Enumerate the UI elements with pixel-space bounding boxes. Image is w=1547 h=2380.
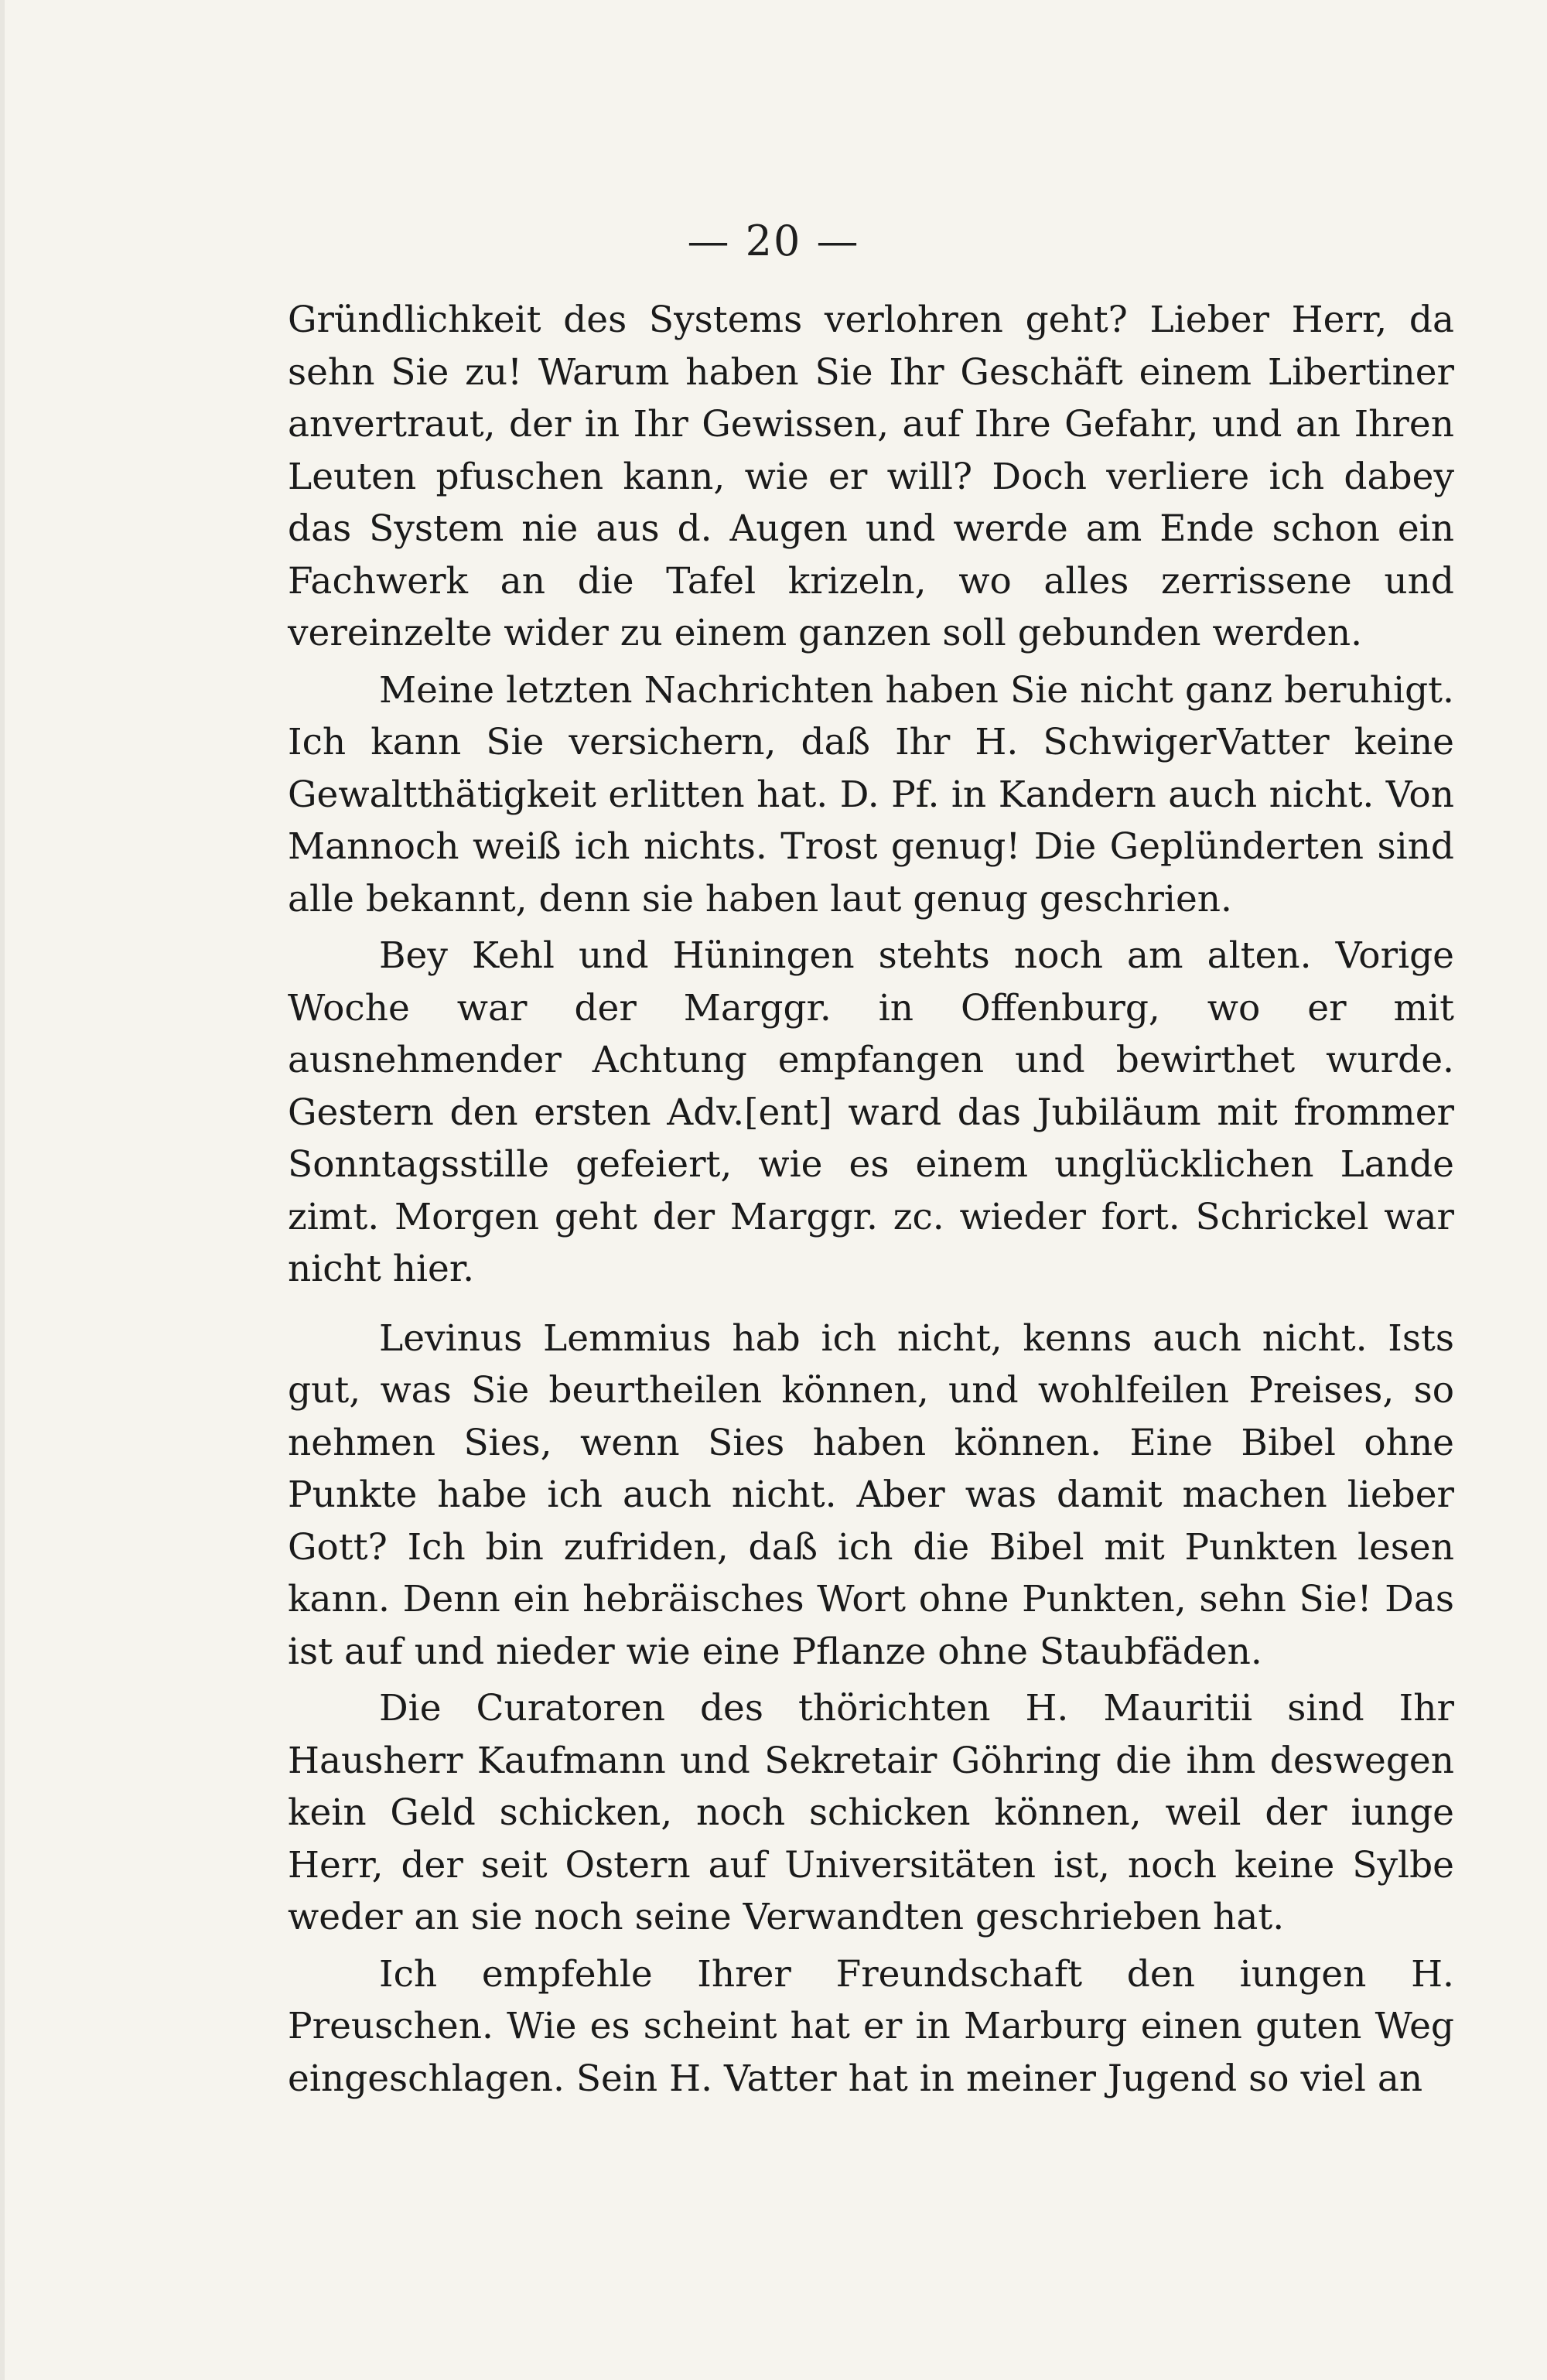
paragraph-6: Ich empfehle Ihrer Freundschaft den iungen H. Preuschen. Wie es scheint hat er in Marburg einen guten Weg eingeschlagen. Sein H. Vatter hat in meiner Jugend so viel an <box>288 1952 1454 2100</box>
paragraph-5: Die Curatoren des thörichten H. Mauritii sind Ihr Hausherr Kaufmann und Sekretair Göhring die ihm deswegen kein Geld schicken, noch schicken können, weil der iunge Herr, der seit Ostern auf Universitäten ist, noch keine Sylbe weder an sie noch seine Verwandten geschrieben hat. <box>288 1687 1454 1938</box>
body-text <box>288 294 1454 2109</box>
paragraph-4: Levinus Lemmius hab ich nicht, kenns auch nicht. Ists gut, was Sie beurtheilen können, und wohlfeilen Preises, so nehmen Sies, wenn Sies haben können. Eine Bibel ohne Punkte habe ich auch nicht. Aber was damit machen lieber Gott? Ich bin zufriden, daß ich die Bibel mit Punkten lesen kann. Denn ein hebräisches Wort ohne Punkten, sehn Sie! Das ist auf und nieder wie eine Pflanze ohne Staubfäden. <box>288 1316 1454 1673</box>
page-edge <box>0 0 5 2380</box>
paragraph-2: Meine letzten Nachrichten haben Sie nicht ganz beruhigt. Ich kann Sie versichern, daß Ihr H. SchwigerVatter keine Gewaltthätigkeit erlitten hat. D. Pf. in Kandern auch nicht. Von Mannoch weiß ich nichts. Trost genug! Die Geplünderten sind alle bekannt, denn sie haben laut genug geschrien. <box>288 668 1454 920</box>
page-number: — 20 — <box>687 217 860 265</box>
paragraph-3: Bey Kehl und Hüningen stehts noch am alten. Vorige Woche war der Marggr. in Offenburg, wo er mit ausnehmender Achtung empfangen und bewirthet wurde. Gestern den ersten Adv.[ent] ward das Jubiläum mit frommer Sonntagsstille gefeiert, wie es einem unglücklichen Lande zimt. Morgen geht der Marggr. zc. wieder fort. Schrickel war nicht hier. <box>288 934 1454 1290</box>
paragraph-1: Gründlichkeit des Systems verlohren geht? Lieber Herr, da sehn Sie zu! Warum haben Sie Ihr Geschäft einem Libertiner anvertraut, der in Ihr Gewissen, auf Ihre Gefahr, und an Ihren Leuten pfuschen kann, wie er will? Doch verliere ich dabey das System nie aus d. Augen und werde am Ende schon ein Fachwerk an die Tafel krizeln, wo alles zerrissene und vereinzelte wider zu einem ganzen soll gebunden werden. <box>288 299 1454 654</box>
